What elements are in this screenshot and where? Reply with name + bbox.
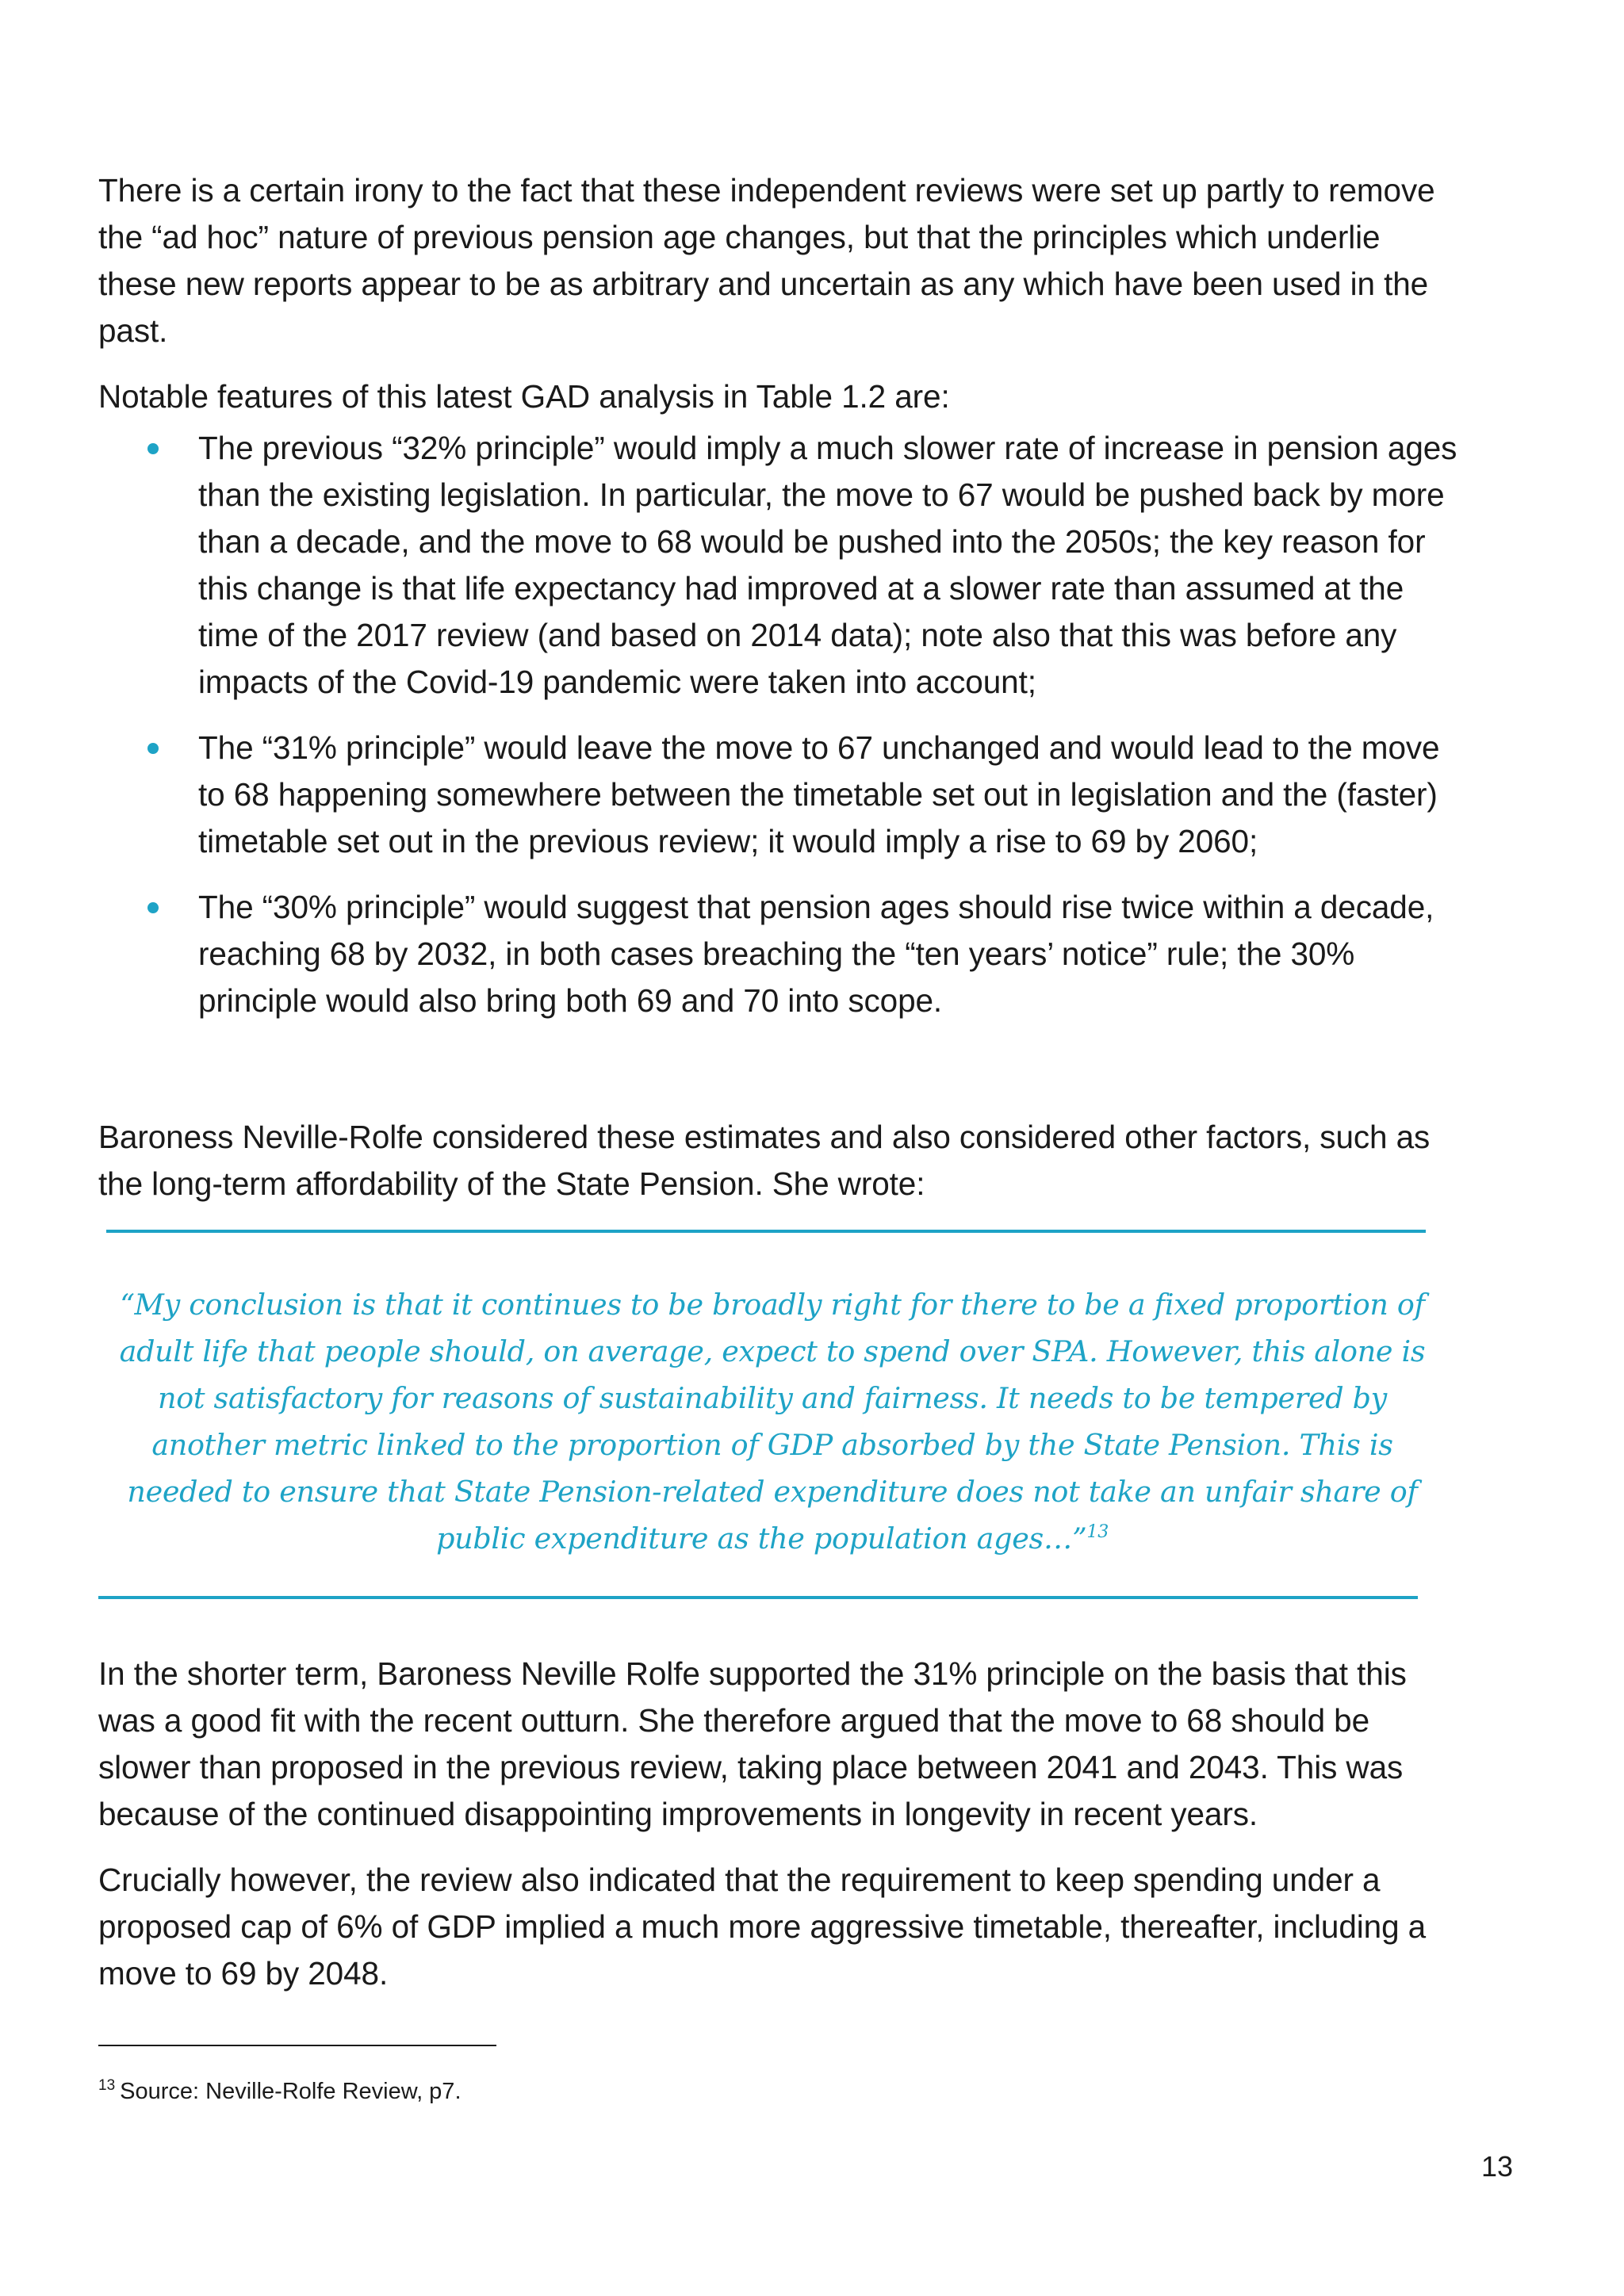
quote-bottom-rule <box>98 1596 1418 1599</box>
paragraph-irony: There is a certain irony to the fact that these independent reviews were set up partly to remove the “ad hoc” nature of previous pension age changes, but that the principles which underlie these new reports appear to be as arbitrary and uncertain as any which have been used in the past. <box>98 172 1435 349</box>
bullet-list <box>98 425 1462 1043</box>
paragraph-baroness-considered: Baroness Neville-Rolfe considered these estimates and also considered other factors, such as the long-term affordability of the State Pension. She wrote: <box>98 1119 1431 1202</box>
quote-top-rule <box>106 1230 1426 1233</box>
bullet-item-31-principle <box>98 725 1462 865</box>
bullet-item-30-principle <box>98 884 1462 1024</box>
footnote <box>98 2076 462 2107</box>
bullet-icon <box>147 902 159 913</box>
footnote-separator <box>98 2045 496 2046</box>
footnote-number: 13 <box>98 2077 116 2094</box>
bullet-text: The “30% principle” would suggest that pension ages should rise twice within a decade, reaching 68 by 2032, in both cases breaching the “ten years’ notice” rule; the 30% principle would also bring both 69 and 70 into scope. <box>198 889 1434 1019</box>
bullet-icon <box>147 443 159 454</box>
paragraph-crucially: Crucially however, the review also indicated that the requirement to keep spending under a proposed cap of 6% of GDP implied a much more aggressive timetable, thereafter, including a move to 69 by 2048. <box>98 1862 1427 1992</box>
bullet-text: The previous “32% principle” would imply a much slower rate of increase in pension ages than the existing legislation. In particular, the move to 67 would be pushed back by more than a decade, and the move to 68 would be pushed into the 2050s; the key reason for this change is that life expectancy had improved at a slower rate than assumed at the time of the 2017 review (and based on 2014 data); note also that this was before any impacts of the Covid-19 pandemic were taken into account; <box>198 430 1457 700</box>
paragraph-notable-features: Notable features of this latest GAD analysis in Table 1.2 are: <box>98 378 950 415</box>
paragraph-shorter-term: In the shorter term, Baroness Neville Rolfe supported the 31% principle on the basis that this was a good fit with the recent outturn. She therefore argued that the move to 68 should be slower than proposed in the previous review, taking place between 2041 and 2043. This was because of the continued disappointing improvements in longevity in recent years. <box>98 1655 1407 1832</box>
quote-footnote-ref: 13 <box>1086 1522 1109 1542</box>
bullet-icon <box>147 743 159 754</box>
bullet-item-32-principle <box>98 425 1462 706</box>
footnote-text: Source: Neville-Rolfe Review, p7. <box>120 2079 462 2104</box>
pull-quote <box>98 1281 1446 1562</box>
bullet-text: The “31% principle” would leave the move to 67 unchanged and would lead to the move to 68 happening somewhere between the timetable set out in legislation and the (faster) timetable set out in the previous review; it would imply a rise to 69 by 2060; <box>198 729 1440 859</box>
page-number: 13 <box>1480 2150 1513 2183</box>
quote-text: “My conclusion is that it continues to be broadly right for there to be a fixed proportion of adult life that people should, on average, expect to spend over SPA. However, this alone is not satisfactory for reasons of sustainability and fairness. It needs to be tempered by another metric linked to the proportion of GDP absorbed by the State Pension. This is needed to ensure that State Pension-related expenditure does not take an unfair share of public expenditure as the population ages…” <box>119 1288 1426 1556</box>
